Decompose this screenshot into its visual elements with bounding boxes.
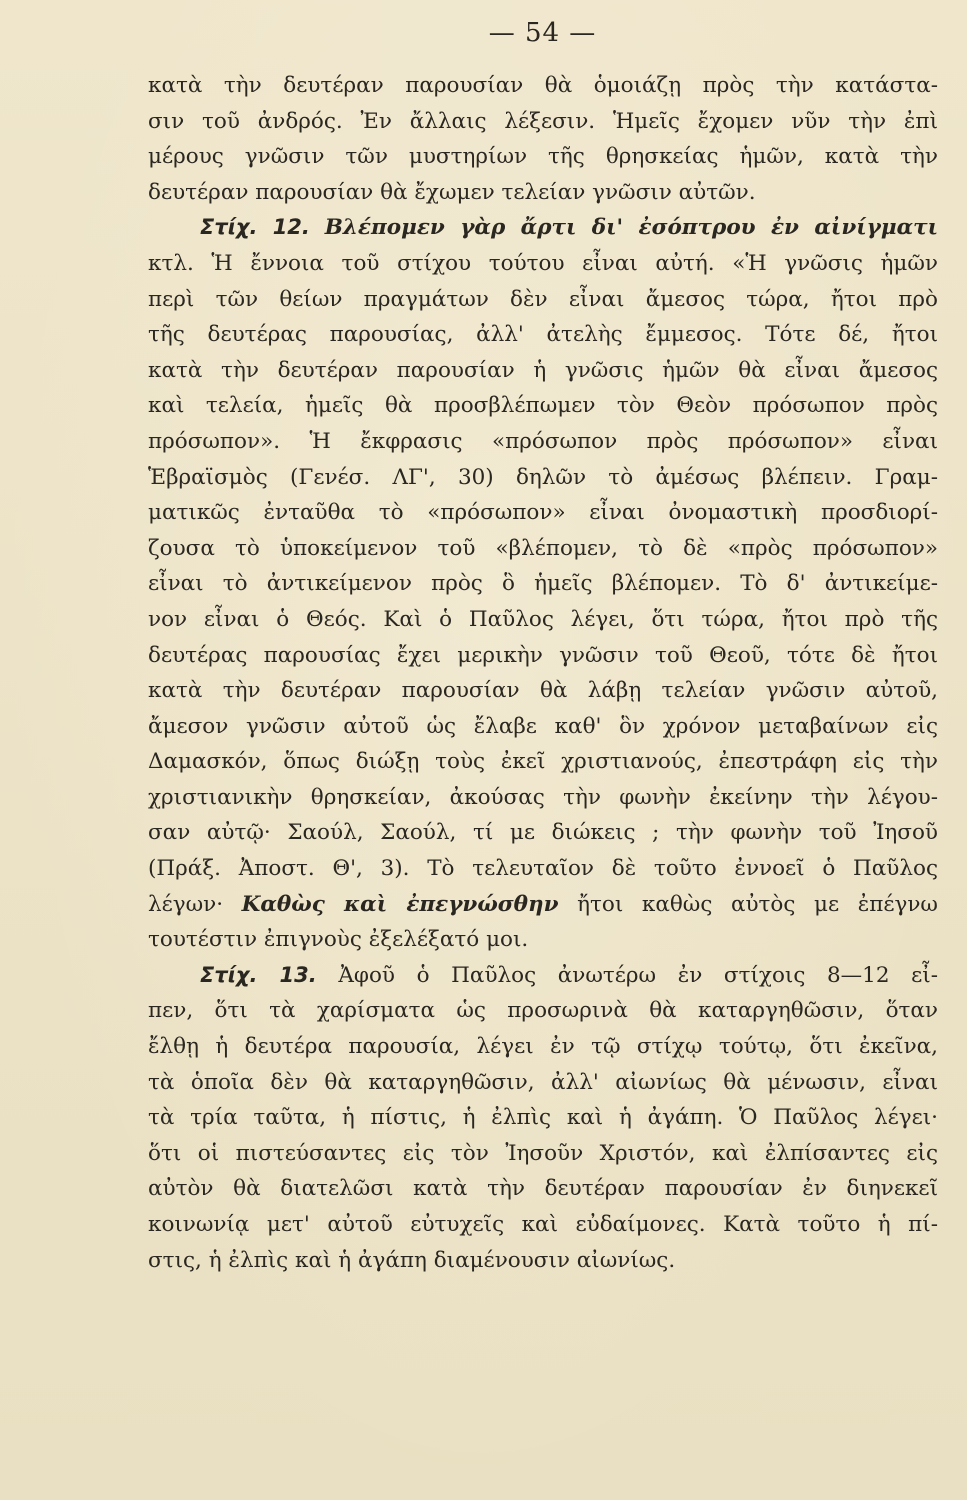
text-fragment: Ἀφοῦ ὁ Παῦλος ἀνωτέρω ἐν στίχοις 8—12 εἶ- — [338, 962, 938, 988]
text-line: κατὰ τὴν δευτέραν παρουσίαν θὰ ὁμοιάζῃ πρὸς τὴν κατάστα- — [148, 73, 938, 98]
page-number: — 54 — — [488, 18, 597, 48]
text-line: τουτέστιν ἐπιγνοὺς ἐξελέξατό μοι. — [148, 927, 529, 953]
verse-reference: Στίχ. 13. — [200, 962, 317, 987]
text-line: σαν αὐτῷ· Σαούλ, Σαούλ, τί με διώκεις ; τὴν φωνὴν τοῦ Ἰησοῦ — [148, 820, 938, 846]
text-line: πεν, ὅτι τὰ χαρίσματα ὡς προσωρινὰ θὰ καταργηθῶσιν, ὅταν — [148, 998, 938, 1024]
verse-quote: Βλέπομεν γὰρ ἄρτι δι' ἐσόπτρου ἐν αἰνίγματι — [324, 215, 938, 241]
text-line: Δαμασκόν, ὅπως διώξῃ τοὺς ἐκεῖ χριστιανούς, ἐπεστράφη εἰς τὴν — [148, 749, 938, 775]
text-line: περὶ τῶν θείων πραγμάτων δὲν εἶναι ἄμεσος τώρα, ἤτοι πρὸ — [148, 286, 938, 312]
text-line: κτλ. Ἡ ἔννοια τοῦ στίχου τούτου εἶναι αὐτή. «Ἡ γνῶσις ἡμῶν — [148, 250, 938, 276]
text-line: δευτέραν παρουσίαν θὰ ἔχωμεν τελείαν γνῶσιν αὐτῶν. — [148, 179, 756, 205]
verse-heading-line — [148, 958, 938, 994]
verse-heading-line — [148, 210, 938, 246]
text-fragment: ἤτοι καθὼς αὐτὸς με ἐπέγνω — [577, 891, 938, 917]
text-line: εἶναι τὸ ἀντικείμενον πρὸς ὃ ἡμεῖς βλέπομεν. Τὸ δ' ἀντικείμε- — [148, 571, 938, 597]
text-line: τὰ τρία ταῦτα, ἡ πίστις, ἡ ἐλπὶς καὶ ἡ ἀγάπη. Ὁ Παῦλος λέγει· — [148, 1105, 938, 1131]
text-line: τῆς δευτέρας παρουσίας, ἀλλ' ἀτελὴς ἔμμεσος. Τότε δέ, ἤτοι — [148, 322, 938, 348]
text-line: ματικῶς ἐνταῦθα τὸ «πρόσωπον» εἶναι ὀνομαστικὴ προσδιορί- — [148, 500, 938, 526]
text-line: κατὰ τὴν δευτέραν παρουσίαν θὰ λάβῃ τελείαν γνῶσιν αὐτοῦ, — [148, 678, 938, 704]
text-line: ἄμεσον γνῶσιν αὐτοῦ ὡς ἔλαβε καθ' ὃν χρόνον μεταβαίνων εἰς — [148, 713, 938, 739]
verse-reference: Στίχ. 12. — [200, 215, 310, 240]
text-line: ὅτι οἱ πιστεύσαντες εἰς τὸν Ἰησοῦν Χριστόν, καὶ ἐλπίσαντες εἰς — [148, 1140, 938, 1166]
scripture-quote: Καθὼς καὶ ἐπεγνώσθην — [241, 891, 559, 917]
text-fragment: λέγων· — [148, 891, 224, 917]
text-line: αὐτὸν θὰ διατελῶσι κατὰ τὴν δευτέραν παρουσίαν ἐν διηνεκεῖ — [148, 1176, 938, 1202]
text-line: καὶ τελεία, ἡμεῖς θὰ προσβλέπωμεν τὸν Θεὸν πρόσωπον πρὸς — [148, 393, 938, 419]
text-line: ἔλθῃ ἡ δευτέρα παρουσία, λέγει ἐν τῷ στίχῳ τούτῳ, ὅτι ἐκεῖνα, — [148, 1034, 938, 1060]
text-line: στις, ἡ ἐλπὶς καὶ ἡ ἀγάπη διαμένουσιν αἰωνίως. — [148, 1247, 676, 1273]
text-line: ζουσα τὸ ὑποκείμενον τοῦ «βλέπομεν, τὸ δὲ «πρὸς πρόσωπον» — [148, 535, 938, 561]
text-line: Ἑβραϊσμὸς (Γενέσ. ΛΓ', 30) δηλῶν τὸ ἀμέσως βλέπειν. Γραμ- — [148, 464, 938, 490]
text-line: τὰ ὁποῖα δὲν θὰ καταργηθῶσιν, ἀλλ' αἰωνίως θὰ μένωσιν, εἶναι — [148, 1069, 938, 1095]
text-line: κατὰ τὴν δευτέραν παρουσίαν ἡ γνῶσις ἡμῶν θὰ εἶναι ἄμεσος — [148, 357, 938, 383]
text-line: χριστιανικὴν θρησκείαν, ἀκούσας τὴν φωνὴν ἐκείνην τὴν λέγου- — [148, 784, 938, 810]
text-line: κοινωνίᾳ μετ' αὐτοῦ εὐτυχεῖς καὶ εὐδαίμονες. Κατὰ τοῦτο ἡ πί- — [148, 1212, 938, 1237]
text-line: νον εἶναι ὁ Θεός. Καὶ ὁ Παῦλος λέγει, ὅτι τώρα, ἤτοι πρὸ τῆς — [148, 606, 938, 632]
text-line: πρόσωπον». Ἡ ἔκφρασις «πρόσωπον πρὸς πρόσωπον» εἶναι — [148, 428, 938, 454]
text-line: σιν τοῦ ἀνδρός. Ἐν ἄλλαις λέξεσιν. Ἡμεῖς ἔχομεν νῦν τὴν ἐπὶ — [148, 108, 938, 134]
text-line-with-quote — [148, 887, 938, 923]
text-line: δευτέρας παρουσίας ἔχει μερικὴν γνῶσιν τοῦ Θεοῦ, τότε δὲ ἤτοι — [148, 642, 938, 668]
text-line: μέρους γνῶσιν τῶν μυστηρίων τῆς θρησκείας ἡμῶν, κατὰ τὴν — [148, 144, 938, 170]
text-line: (Πράξ. Ἀποστ. Θ', 3). Τὸ τελευταῖον δὲ τοῦτο ἐννοεῖ ὁ Παῦλος — [148, 856, 938, 882]
page-text — [148, 68, 938, 1278]
